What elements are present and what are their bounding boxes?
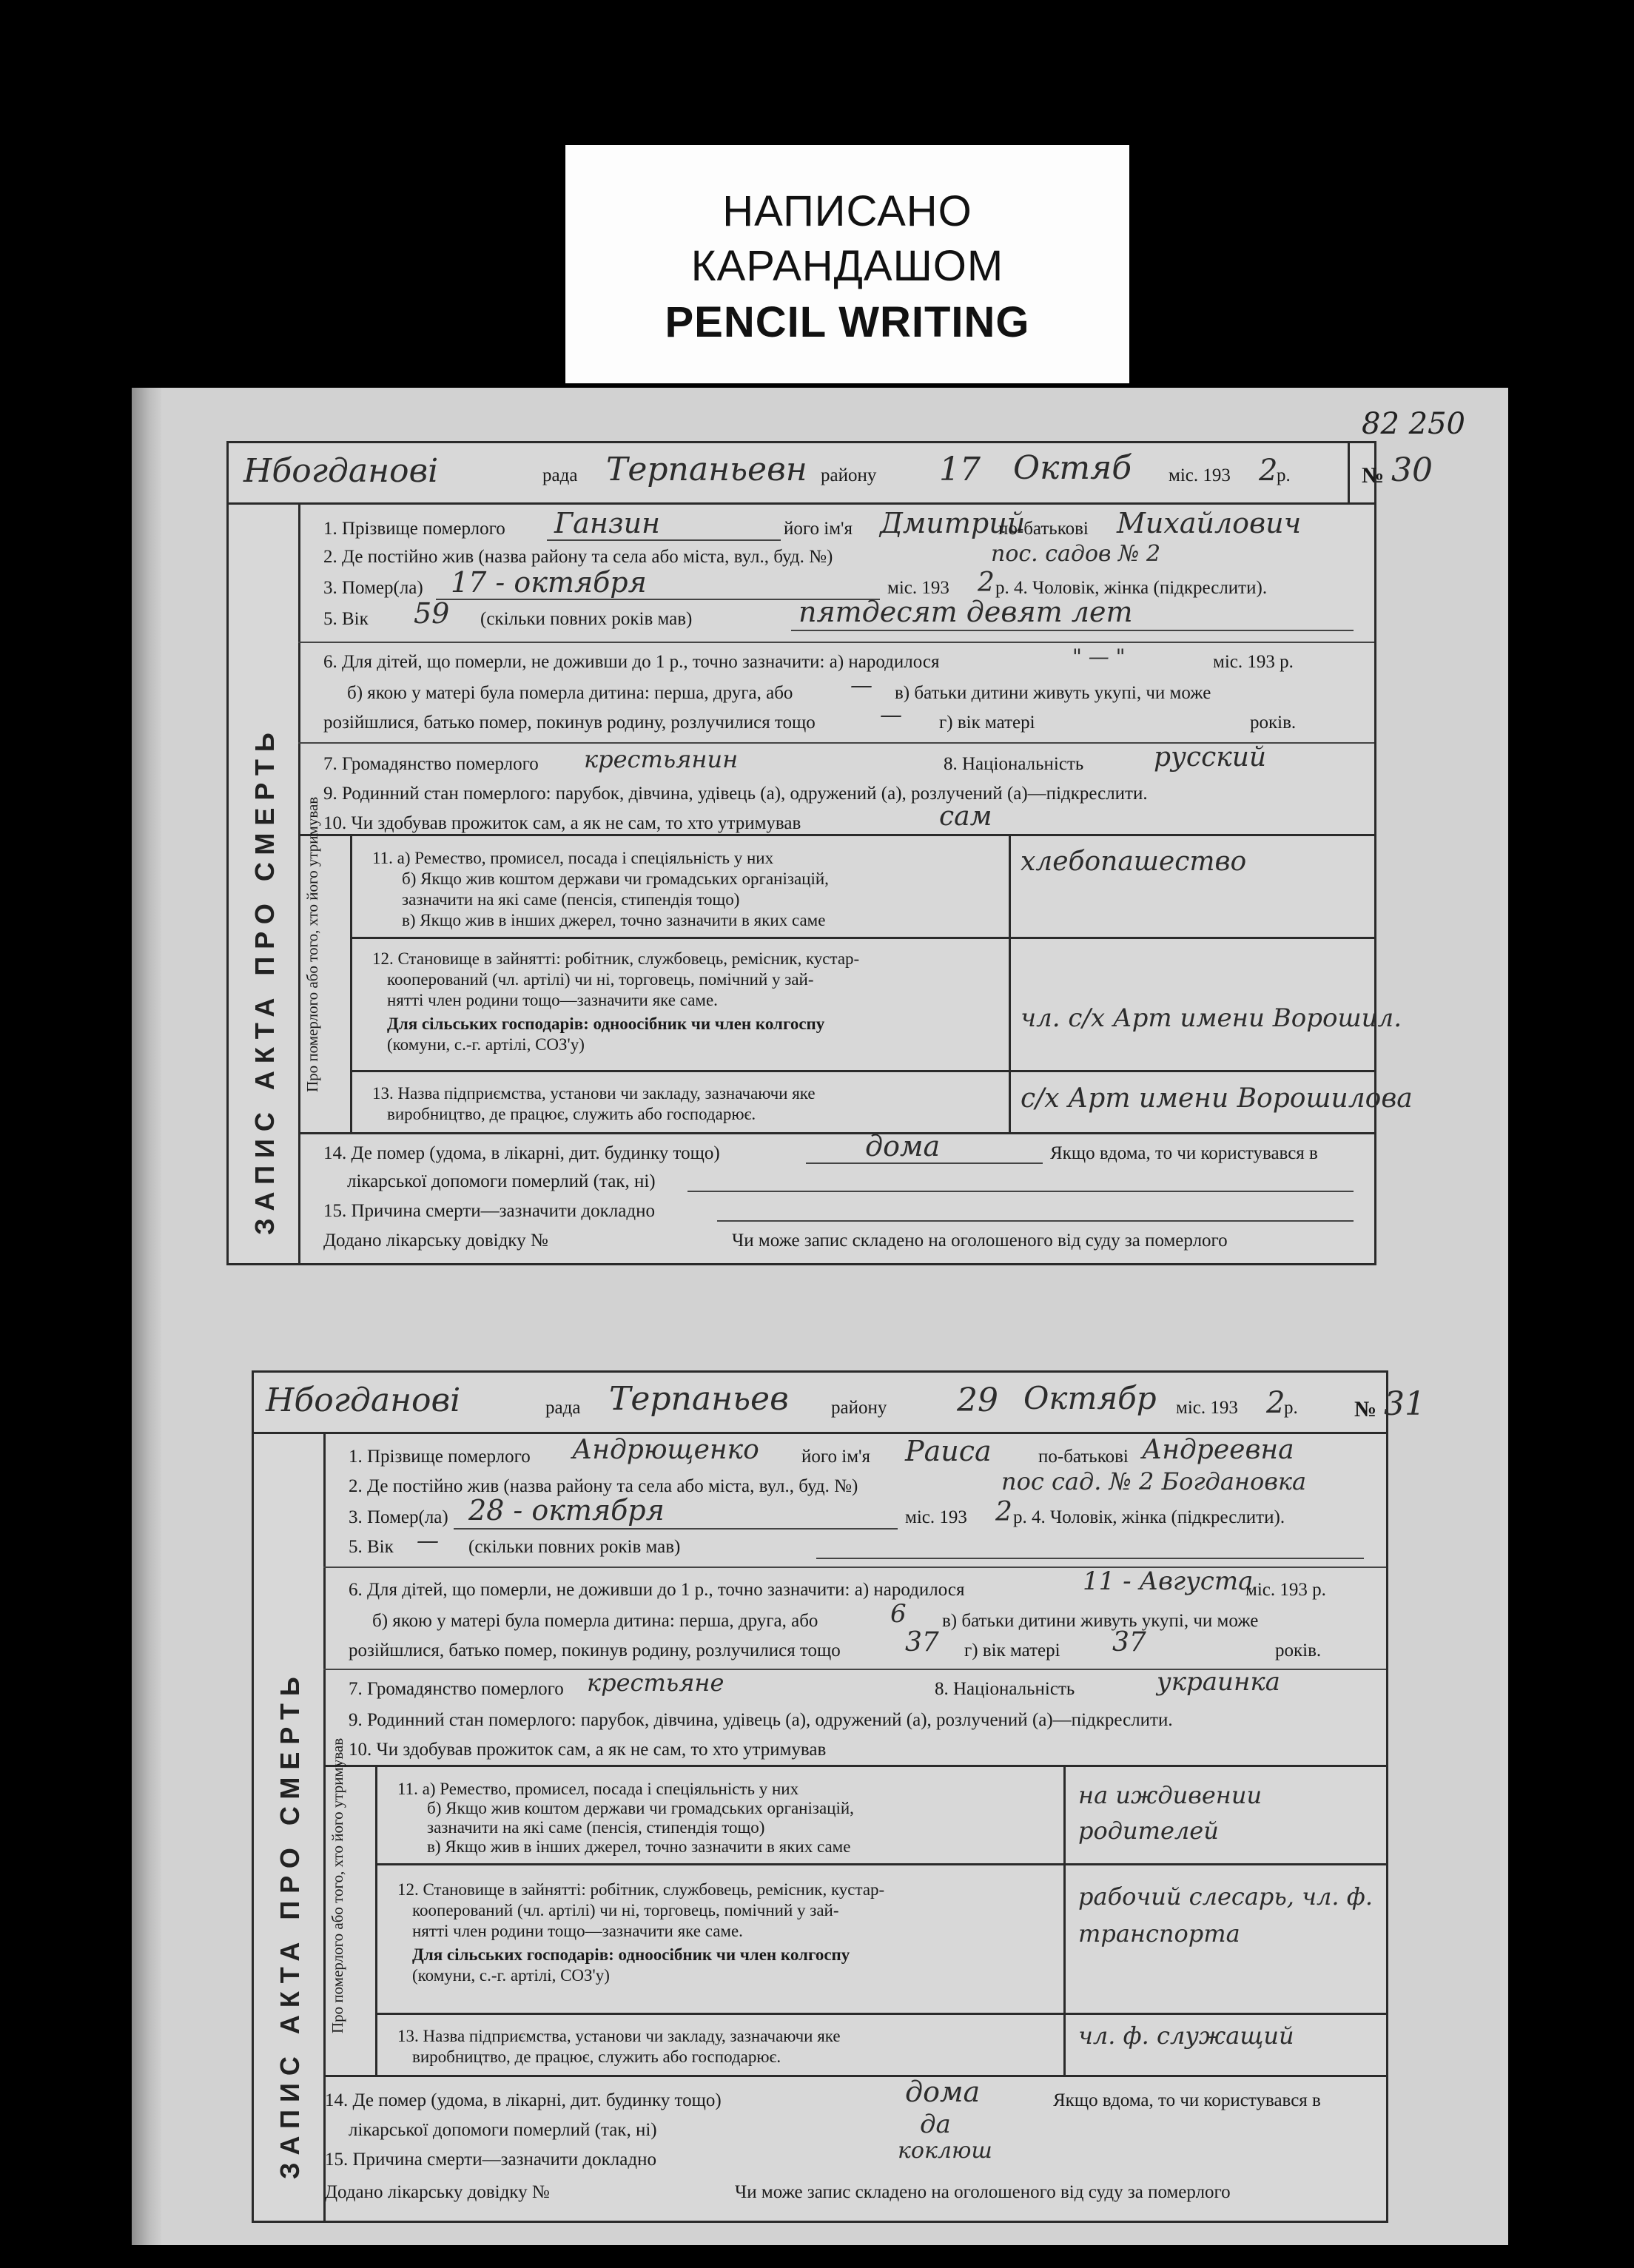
pencil-writing-label: [565, 145, 1129, 383]
f12-line5: (комуни, с.-г. артілі, СОЗ'у): [412, 1966, 610, 1985]
f10-supported-by: сам: [939, 801, 992, 832]
f11-line1: 11. а) Ремество, промисел, посада і спеціяльність у них: [372, 849, 774, 867]
f12-line1: 12. Становище в зайнятті: робітник, службовець, ремісник, кустар-: [372, 949, 860, 968]
f5-age: —: [417, 1528, 439, 1554]
subtable-side: [298, 796, 352, 1132]
f3-label: 3. Помер(ла): [323, 578, 423, 598]
f11-line3: зазначити на які саме (пенсія, стипендія тощо): [402, 890, 740, 909]
f7-citizenship: крестьянин: [584, 745, 739, 773]
council-name: Нбогданові: [266, 1382, 461, 1419]
f12-status: рабочий слесарь, чл. ф. транспорта: [1078, 1882, 1373, 1948]
f6a-end: міс. 193 р.: [1245, 1580, 1326, 1600]
f9-label: 9. Родинний стан померлого: парубок, дівчина, удівець (а), одружений (а), розлучений (а)—підкреслити.: [323, 784, 1148, 804]
f2-residence: пос сад. № 2 Богдановка: [1001, 1467, 1307, 1495]
f1-patronymic-label: по-батькові: [1038, 1447, 1129, 1467]
f14-place: дома: [905, 2076, 981, 2108]
district-name: Терпаньев: [609, 1380, 789, 1418]
f6a-label: 6. Для дітей, що померли, не доживши до 1 р., точно зазначити: а) народилося: [323, 652, 940, 672]
f3-month-label: міс. 193: [905, 1507, 967, 1527]
label-line-2: КАРАНДАШОМ: [690, 242, 1004, 290]
record-number-2: 31: [1384, 1385, 1425, 1423]
f6c-mid: г) вік матері: [939, 713, 1035, 733]
record-number-label-1: №: [1362, 463, 1385, 488]
f6b-label: б) якою у матері була померла дитина: перша, друга, або: [347, 683, 793, 703]
record-year-digit: 2: [1266, 1386, 1285, 1420]
record-number-label-2: №: [1354, 1397, 1377, 1421]
f7-label: 7. Громадянство померлого: [349, 1679, 564, 1699]
form-side-title: ЗАПИС АКТА ПРО СМЕРТЬ: [249, 725, 280, 1235]
f6b-label: б) якою у матері була померла дитина: перша, друга, або: [372, 1611, 818, 1631]
f3-month-label: міс. 193: [887, 578, 949, 598]
f1-name-label: його ім'я: [801, 1447, 871, 1467]
form-header: [229, 443, 1374, 505]
f13-line2: виробництво, де працює, служить або господарює.: [412, 2047, 781, 2066]
f11-occupation: на иждивении родителей: [1078, 1781, 1263, 1845]
form-header: [254, 1373, 1386, 1434]
f3-label: 3. Помер(ла): [349, 1507, 448, 1527]
f14-home-label: Якщо вдома, то чи користувався в: [1050, 1143, 1318, 1163]
f6c-label: розійшлися, батько помер, покинув родину, розлучилися тощо: [323, 713, 816, 733]
record-month: Октябр: [1023, 1380, 1157, 1416]
f14-place: дома: [865, 1130, 941, 1162]
record-day: 29: [957, 1382, 998, 1419]
subtable-side-title: Про померлого або того, хто його утримував: [329, 1737, 346, 2033]
f10-label: 10. Чи здобував прожиток сам, а як не сам, то хто утримував: [323, 813, 801, 833]
f13-line1: 13. Назва підприємства, установи чи закладу, зазначаючи яке: [372, 1084, 816, 1103]
f12-line1: 12. Становище в зайнятті: робітник, службовець, ремісник, кустар-: [397, 1880, 885, 1899]
f13-line1: 13. Назва підприємства, установи чи закладу, зазначаючи яке: [397, 2027, 841, 2045]
death-record-form-31: [252, 1370, 1388, 2223]
archive-page-number: 82 250: [1362, 407, 1465, 441]
f12-line4: Для сільських господарів: одноосібник чи член колгоспу: [387, 1014, 825, 1033]
f1-surname: Ганзин: [554, 507, 661, 539]
f2-label: 2. Де постійно жив (назва району та села або міста, вул., буд. №): [323, 547, 833, 567]
label-line-1: НАПИСАНО: [722, 187, 972, 235]
f11-occupation: хлебопашество: [1021, 847, 1247, 877]
f13-line2: виробництво, де працює, служить або господарює.: [387, 1105, 756, 1123]
record-year-digit: 2: [1259, 454, 1278, 488]
f8-label: 8. Національність: [944, 754, 1084, 774]
f1-label: 1. Прізвище померлого: [349, 1447, 531, 1467]
f1-name-label: його ім'я: [784, 519, 853, 539]
f14-help-label: лікарської допомоги померлий (так, ні): [349, 2120, 657, 2140]
f16-court-label: Чи може запис складено на оголошеного від суду за померлого: [735, 2182, 1231, 2202]
f6a-born: " — ": [1072, 645, 1126, 669]
f14-home-label: Якщо вдома, то чи користувався в: [1053, 2090, 1321, 2110]
f9-label: 9. Родинний стан померлого: парубок, дівчина, удівець (а), одружений (а), розлучений (а)—підкреслити.: [349, 1710, 1173, 1730]
f1-patronymic-label: по-батькові: [998, 519, 1089, 539]
rada-label: рада: [545, 1398, 581, 1418]
f3-year-digit: 2: [995, 1497, 1012, 1527]
f12-status: чл. с/х Арт имени Ворошил.: [1021, 1003, 1402, 1033]
f12-line2: кооперований (чл. артілі) чи ні, торговець, помічний у зай-: [412, 1901, 839, 1919]
r-label: р.: [1277, 465, 1291, 485]
f12-line5: (комуни, с.-г. артілі, СОЗ'у): [387, 1035, 585, 1054]
f8-nationality: украинка: [1157, 1667, 1280, 1697]
f11-line4: в) Якщо жив в інших джерел, точно зазначити в яких саме: [427, 1837, 851, 1856]
f2-label: 2. Де постійно жив (назва району та села або міста, вул., буд. №): [349, 1476, 858, 1496]
f10-label: 10. Чи здобував прожиток сам, а як не сам, то хто утримував: [349, 1740, 827, 1760]
rayonu-label: району: [831, 1398, 887, 1418]
f6c-father-note: 37: [905, 1627, 939, 1658]
f6c-mother-age: 37: [1112, 1627, 1146, 1658]
f11-line2: б) Якщо жив коштом держави чи громадських організацій,: [402, 869, 829, 888]
label-line-3: PENCIL WRITING: [665, 298, 1030, 346]
f16-court-label: Чи може запис складено на оголошеного від суду за померлого: [732, 1231, 1228, 1251]
f8-label: 8. Національність: [935, 1679, 1075, 1699]
f4-label: р. 4. Чоловік, жінка (підкреслити).: [1013, 1507, 1285, 1527]
f12-line2: кооперований (чл. артілі) чи ні, торговець, помічний у зай-: [387, 970, 814, 989]
f12-line3: нятті член родини тощо—зазначити яке саме.: [412, 1922, 743, 1940]
f6c-mid: г) вік матері: [964, 1641, 1060, 1660]
f15-label: 15. Причина смерти—зазначити докладно: [325, 2150, 656, 2170]
r-label: р.: [1284, 1398, 1298, 1418]
form-side-column: [229, 502, 300, 1263]
f5-label: 5. Вік: [323, 609, 369, 629]
f15-label: 15. Причина смерти—зазначити докладно: [323, 1201, 655, 1221]
record-month: Октяб: [1013, 449, 1132, 487]
f14-medical-help: да: [920, 2110, 951, 2139]
f12-line4: Для сільських господарів: одноосібник чи член колгоспу: [412, 1945, 850, 1964]
f1-name: Дмитрий: [880, 507, 1026, 539]
sheet-binding-edge: [132, 388, 161, 2245]
month-year-label: міс. 193: [1176, 1398, 1238, 1418]
subtable-side-title: Про померлого або того, хто його утримував: [303, 796, 321, 1092]
f16-label: Додано лікарську довідку №: [325, 2182, 550, 2202]
f6c-end: років.: [1250, 713, 1297, 733]
f3-death-date: 17 - октября: [451, 566, 647, 599]
form-side-column: [254, 1432, 326, 2221]
f16-label: Додано лікарську довідку №: [323, 1231, 548, 1251]
f3-year-digit: 2: [978, 568, 995, 598]
subtable-side: [323, 1737, 377, 2075]
f6b-order: 6: [890, 1599, 907, 1629]
f15-cause: коклюш: [898, 2138, 992, 2164]
f13-enterprise: с/х Арт имени Ворошилова: [1021, 1083, 1413, 1114]
district-name: Терпаньевн: [606, 451, 807, 488]
f14-help-label: лікарської допомоги померлий (так, ні): [347, 1171, 656, 1191]
f1-surname: Андрющенко: [572, 1435, 759, 1465]
f11-line1: 11. а) Ремество, промисел, посада і спеціяльність у них: [397, 1780, 799, 1798]
f4-label: р. 4. Чоловік, жінка (підкреслити).: [995, 578, 1268, 598]
f5-hint: (скільки повних років мав): [468, 1537, 681, 1557]
f14-label: 14. Де помер (удома, в лікарні, дит. будинку тощо): [323, 1143, 720, 1163]
record-day: 17: [939, 451, 981, 488]
f3-death-date: 28 - октября: [468, 1494, 665, 1527]
f1-patronymic: Андреевна: [1142, 1435, 1294, 1465]
rayonu-label: району: [821, 465, 877, 485]
f1-patronymic: Михайлович: [1117, 507, 1302, 539]
f2-residence: пос. садов № 2: [991, 541, 1161, 567]
f6c-end: років.: [1275, 1641, 1322, 1660]
f11-line4: в) Якщо жив в інших джерел, точно зазначити в яких саме: [402, 911, 826, 929]
rada-label: рада: [542, 465, 578, 485]
f13-enterprise: чл. ф. служащий: [1078, 2022, 1294, 2050]
f11-line2: б) Якщо жив коштом держави чи громадських організацій,: [427, 1799, 854, 1817]
f11-line3: зазначити на які саме (пенсія, стипендія тощо): [427, 1818, 765, 1837]
f6c-label: розійшлися, батько помер, покинув родину, розлучилися тощо: [349, 1641, 841, 1660]
f5-label: 5. Вік: [349, 1537, 394, 1557]
f6a-label: 6. Для дітей, що померли, не доживши до 1 р., точно зазначити: а) народилося: [349, 1580, 965, 1600]
f6b-end: в) батьки дитини живуть укупі, чи може: [895, 683, 1211, 703]
f6c-mother-age: —: [880, 702, 902, 728]
f6a-born: 11 - Августа: [1083, 1567, 1254, 1596]
f14-label: 14. Де помер (удома, в лікарні, дит. будинку тощо): [325, 2090, 722, 2110]
f5-age-words: пятдесят девят лет: [798, 596, 1133, 628]
f5-hint: (скільки повних років мав): [480, 609, 693, 629]
f7-citizenship: крестьяне: [587, 1669, 724, 1697]
council-name: Нбогданові: [243, 452, 439, 490]
f1-label: 1. Прізвище померлого: [323, 519, 505, 539]
f6b-end: в) батьки дитини живуть укупі, чи може: [942, 1611, 1259, 1631]
f6b-order: —: [850, 673, 873, 699]
f7-label: 7. Громадянство померлого: [323, 754, 539, 774]
record-number-1: 30: [1391, 451, 1433, 489]
f12-line3: нятті член родини тощо—зазначити яке саме.: [387, 991, 718, 1009]
f8-nationality: русский: [1154, 742, 1267, 773]
f5-age: 59: [414, 597, 450, 630]
f6a-end: міс. 193 р.: [1213, 652, 1294, 672]
month-year-label: міс. 193: [1169, 465, 1231, 485]
form-side-title: ЗАПИС АКТА ПРО СМЕРТЬ: [275, 1669, 305, 2179]
f1-name: Раиса: [905, 1435, 992, 1467]
